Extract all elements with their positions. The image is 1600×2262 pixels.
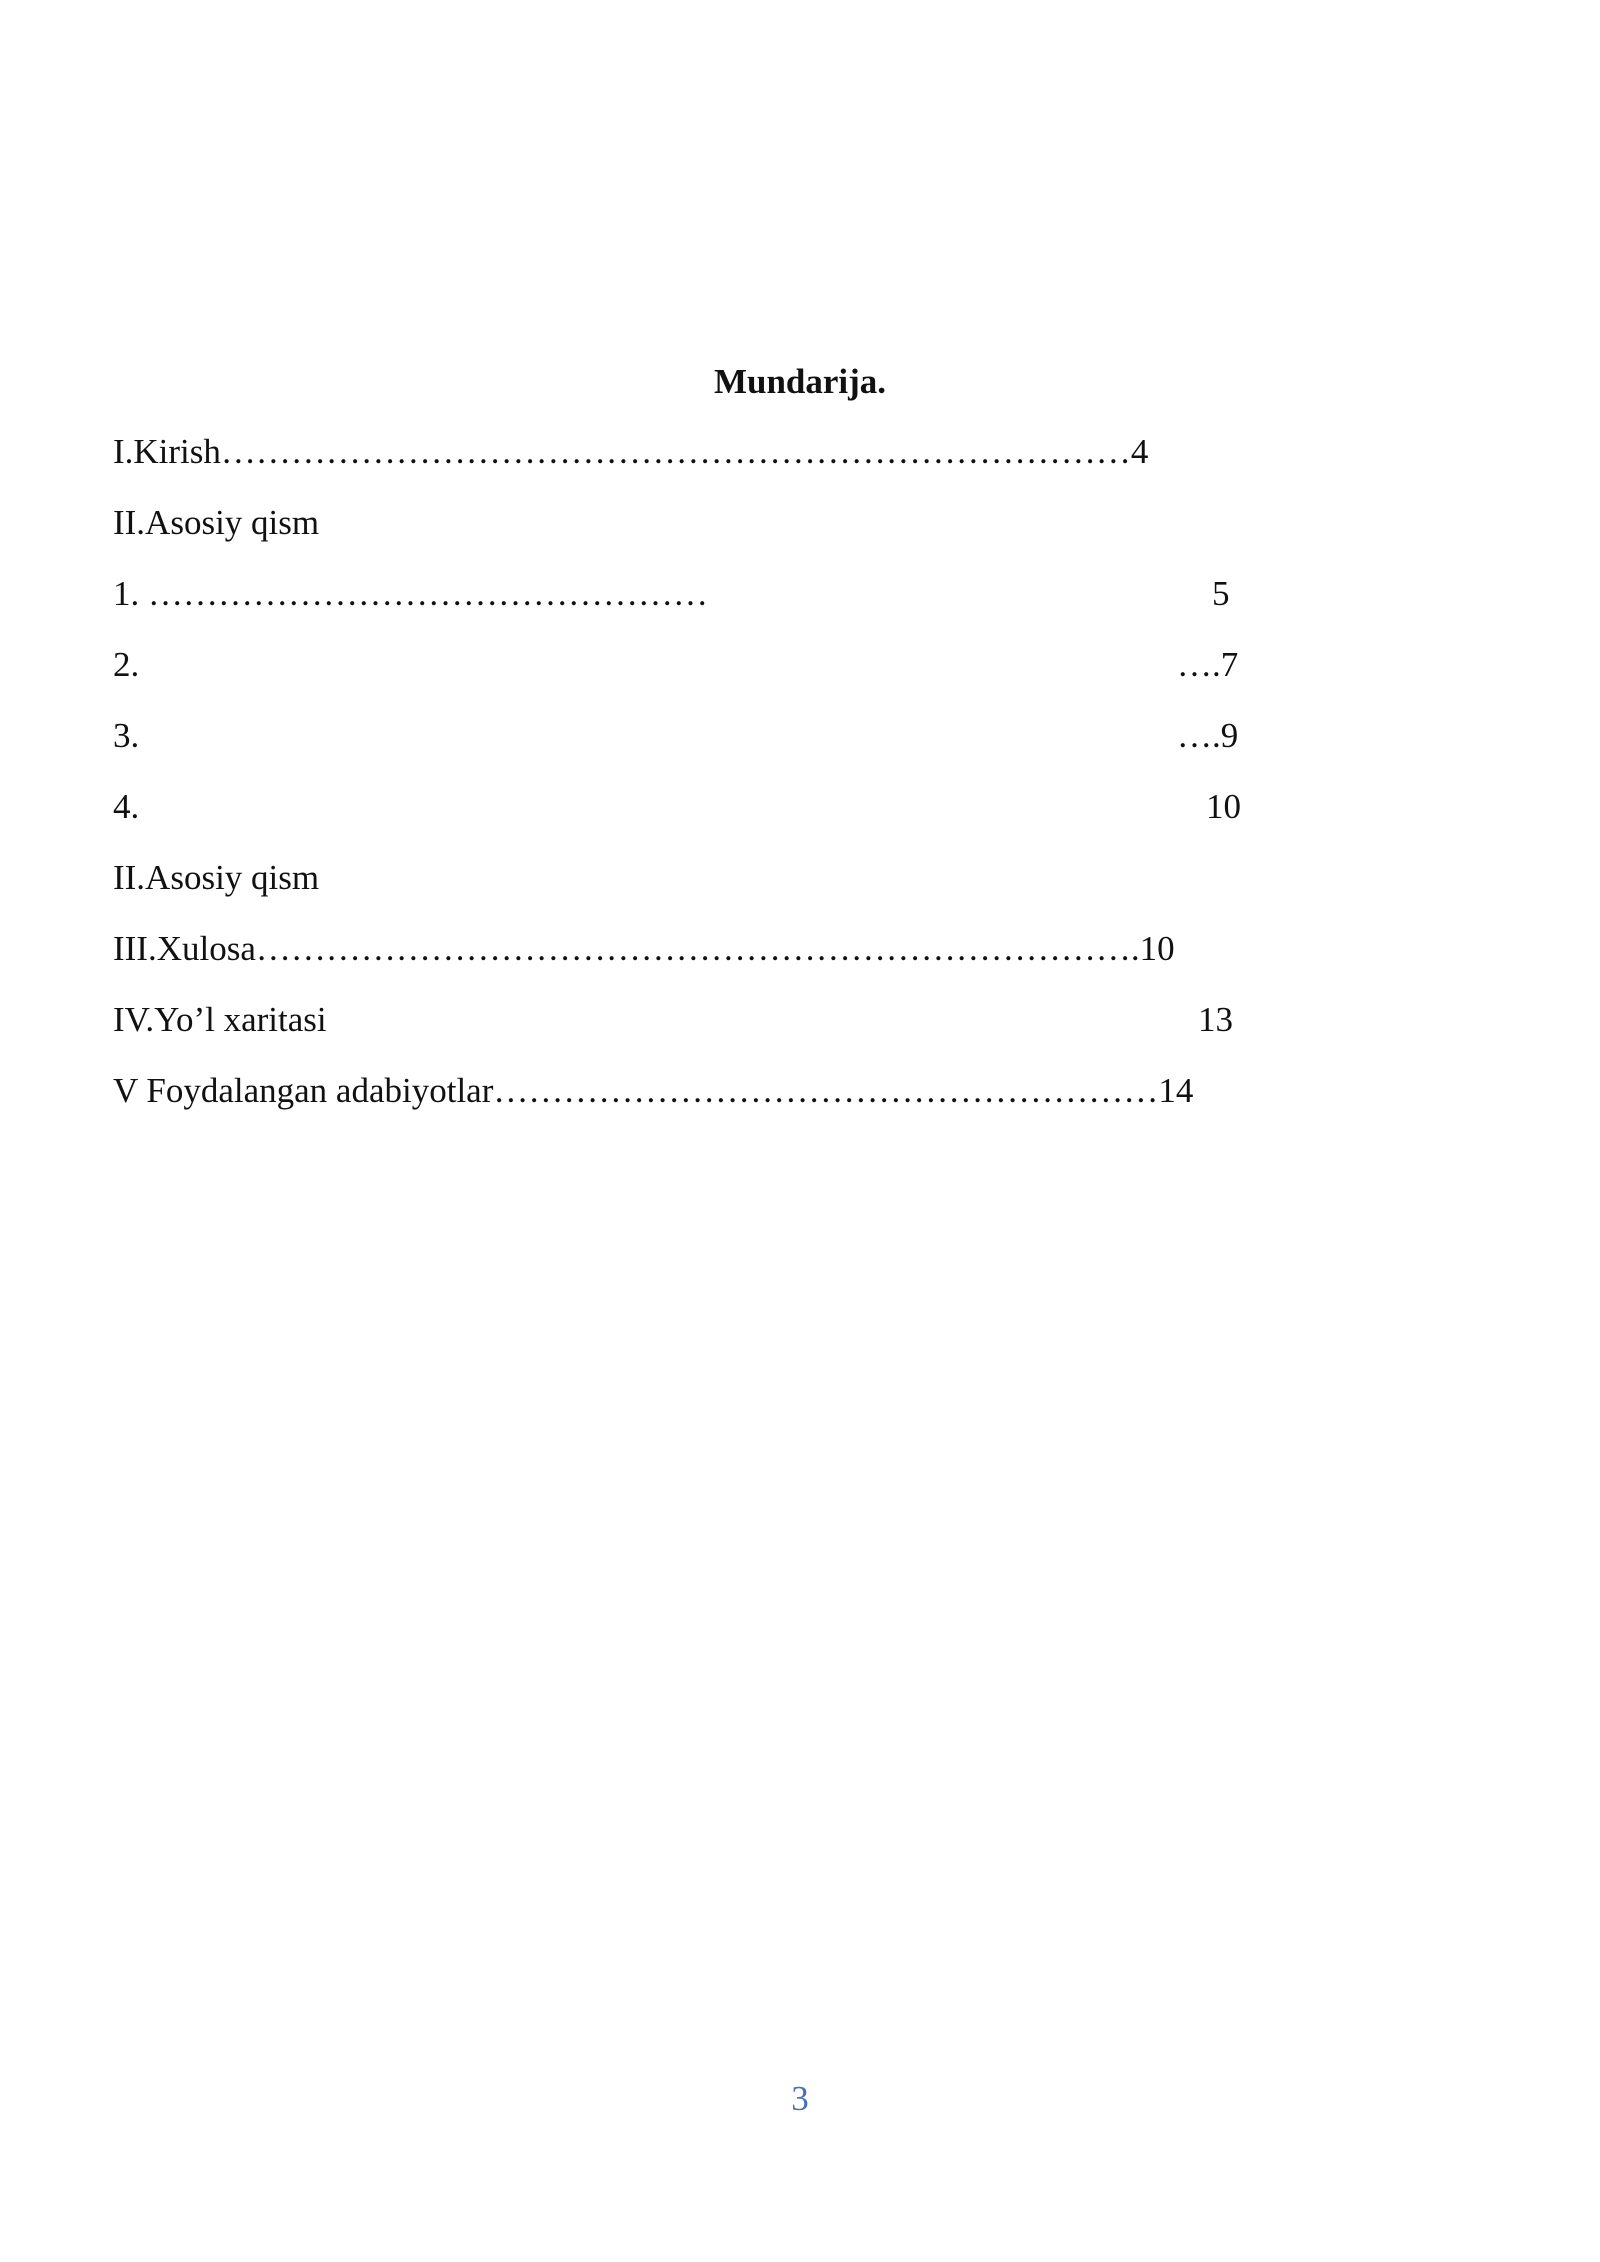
toc-page-number: 10 xyxy=(1206,787,1241,826)
toc-entry-label: I.Kirish xyxy=(113,432,221,471)
toc-leader: ………………………………………………… xyxy=(493,1071,1159,1110)
toc-page-number: 14 xyxy=(1158,1071,1194,1110)
toc-entry-adabiyotlar xyxy=(113,1067,1193,1115)
toc-entry-yol-xaritasi xyxy=(113,996,327,1044)
toc-entry-label: IV.Yo’l xaritasi xyxy=(113,1000,327,1039)
toc-entry-label: II.Asosiy qism xyxy=(113,503,320,542)
toc-entry-label: III.Xulosa xyxy=(113,929,256,968)
toc-entry-3 xyxy=(113,712,139,760)
toc-entry-asosiy-qism-2 xyxy=(113,854,319,902)
page-number: 3 xyxy=(791,2079,809,2118)
toc-title: Mundarija. xyxy=(713,362,887,401)
toc-entry-kirish xyxy=(113,428,1148,476)
toc-page-number: .10 xyxy=(1130,929,1175,968)
toc-entry-xulosa xyxy=(113,925,1175,973)
toc-leader: ………………………………………………………………… xyxy=(255,929,1131,968)
toc-page-number: ….9 xyxy=(1177,716,1239,755)
toc-entry-4 xyxy=(113,783,139,831)
toc-entry-label: II.Asosiy qism xyxy=(113,858,320,897)
toc-entry-asosiy-qism xyxy=(113,499,319,547)
toc-entry-label: 1. ………………………………………… xyxy=(113,574,708,613)
toc-page-number: ….7 xyxy=(1177,645,1239,684)
toc-leader: …………………………………………………………………… xyxy=(220,432,1131,471)
toc-page-number: 13 xyxy=(1198,1000,1233,1039)
toc-page-number: 4 xyxy=(1130,432,1149,471)
toc-entry-label: 3. xyxy=(113,716,140,755)
toc-entry-label: V Foydalangan adabiyotlar xyxy=(113,1071,494,1110)
toc-entry-label: 2. xyxy=(113,645,140,684)
toc-entry-label: 4. xyxy=(113,787,140,826)
toc-entry-1 xyxy=(113,570,708,618)
toc-entry-2 xyxy=(113,641,139,689)
toc-page-number: 5 xyxy=(1212,574,1230,613)
